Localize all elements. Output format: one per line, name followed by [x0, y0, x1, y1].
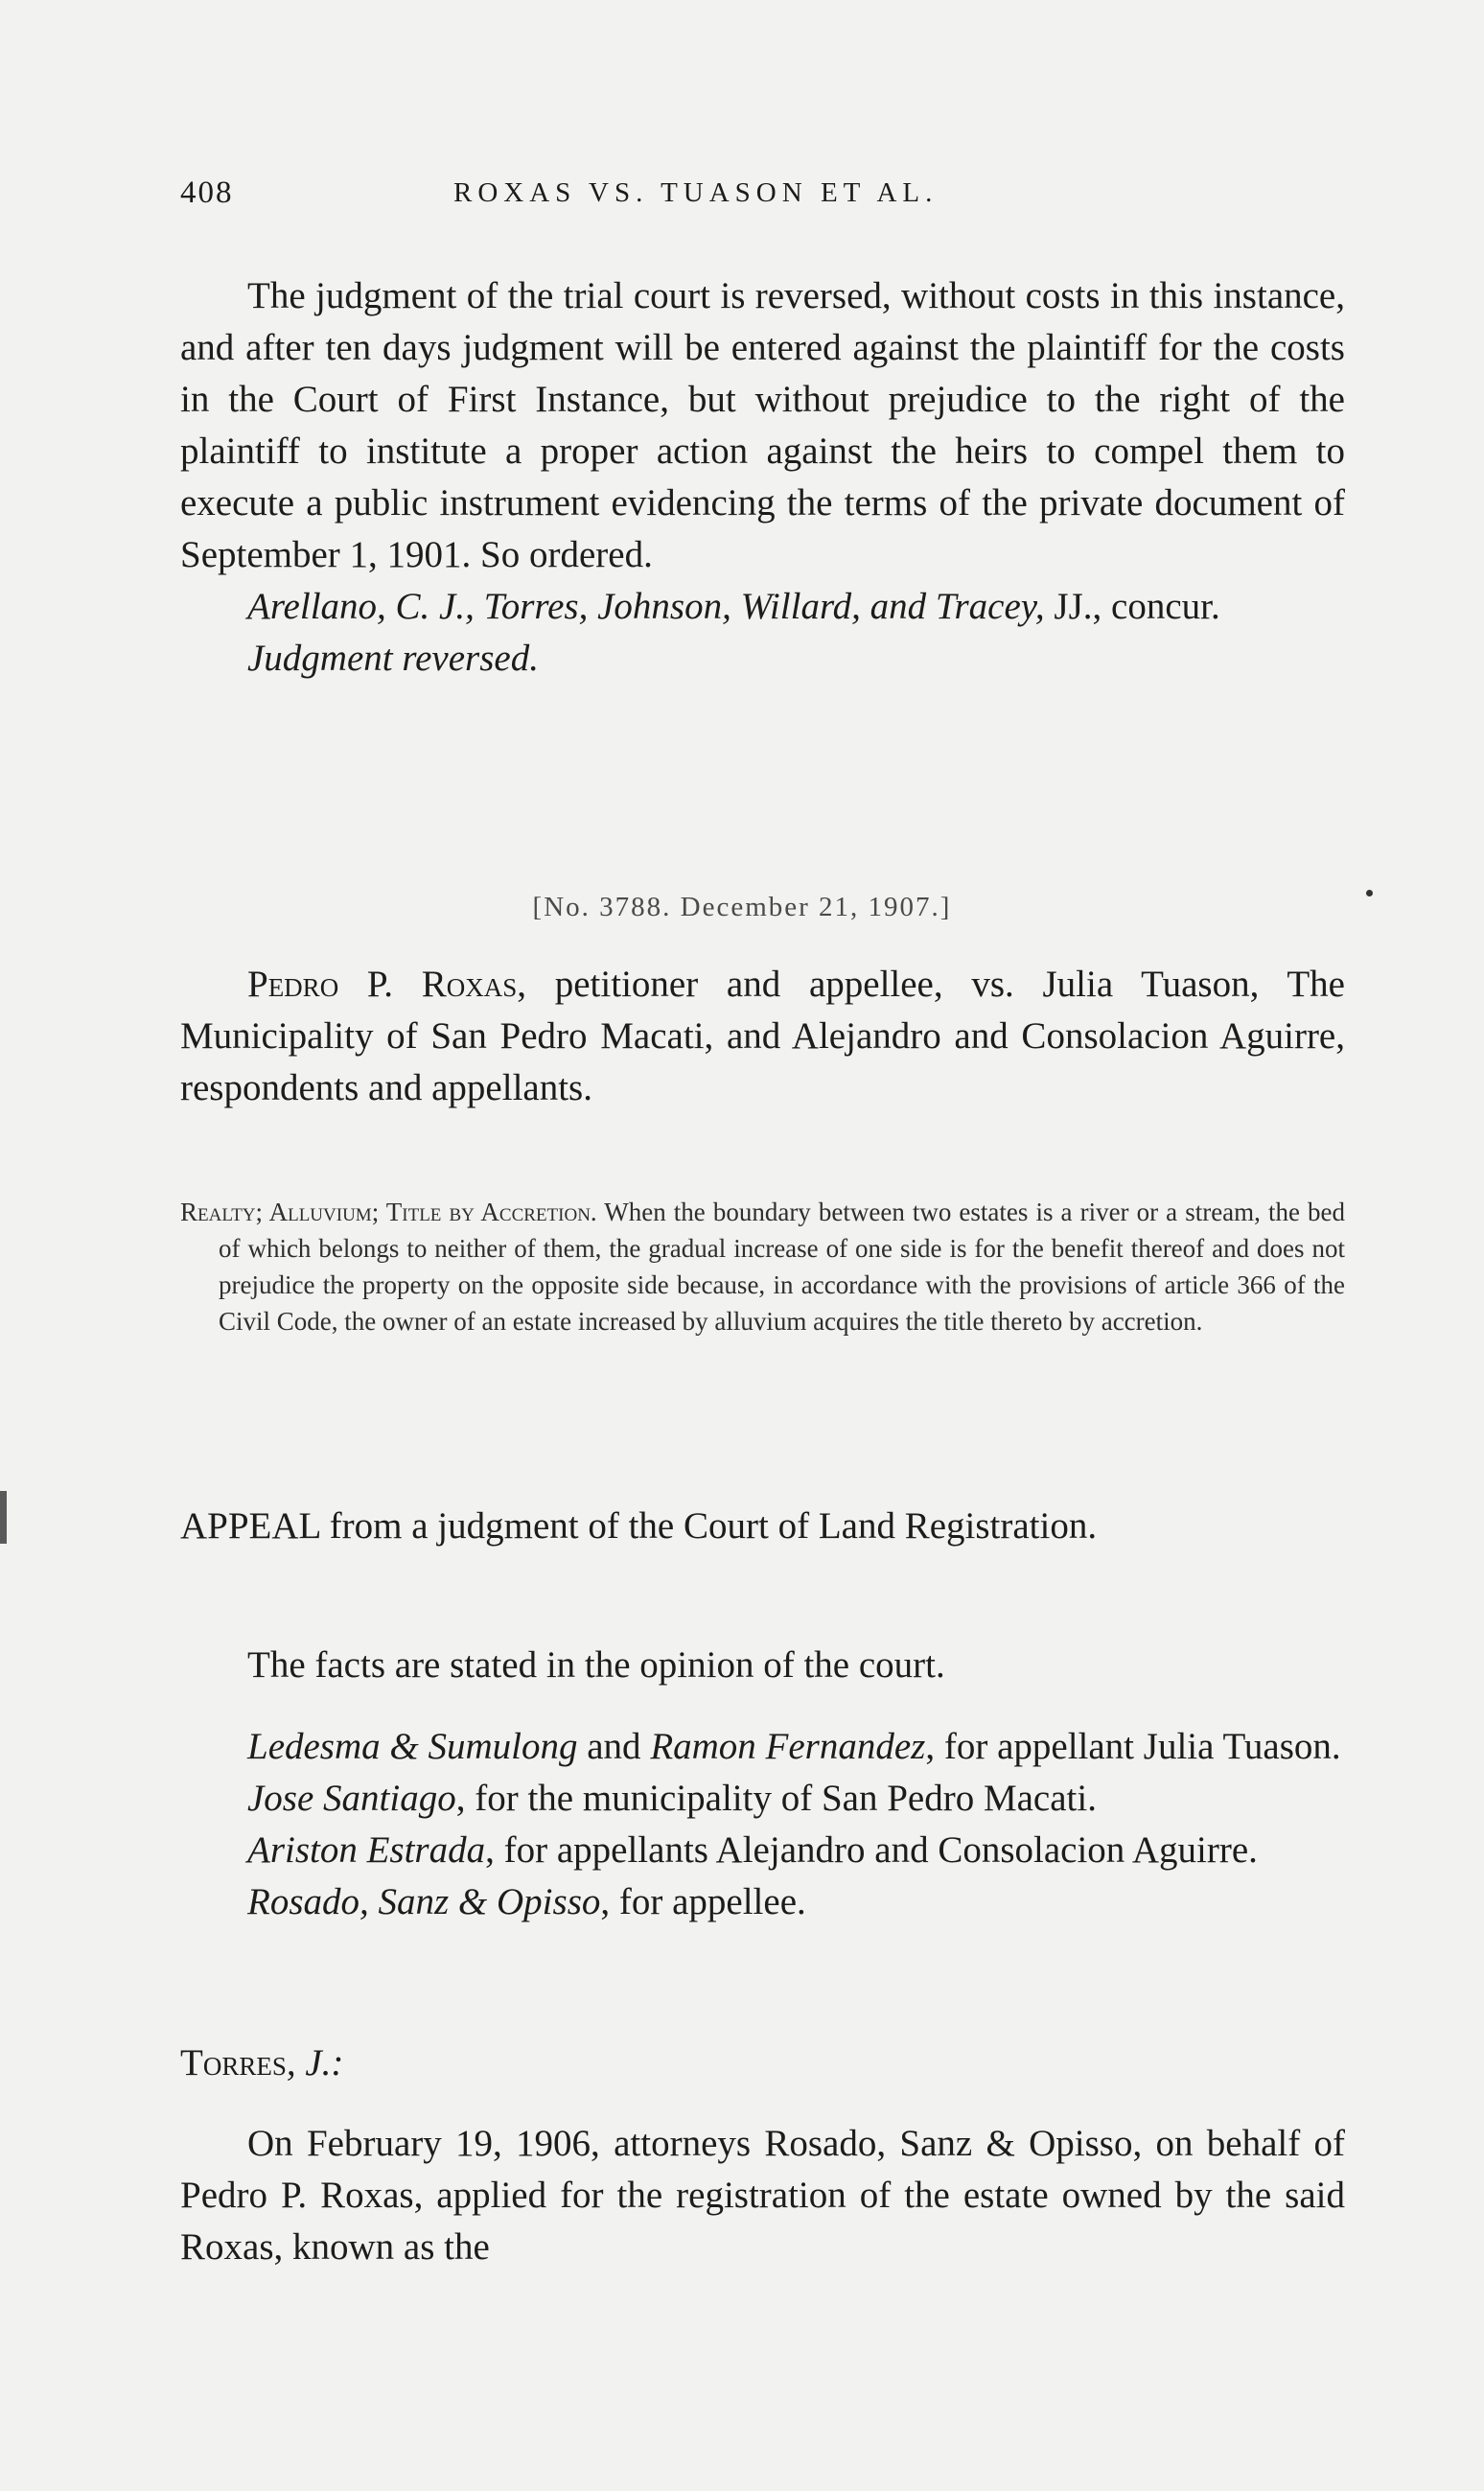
- case-title: [180, 959, 1345, 1114]
- concurring-line: [180, 581, 1345, 633]
- counsel-block: [180, 1721, 1345, 1928]
- syllabus-block: [180, 1194, 1345, 1339]
- counsel-2-names: Jose Santiago: [247, 1778, 456, 1819]
- appeal-lead: APPEAL: [180, 1505, 320, 1547]
- concurring-justices: Arellano, C. J., Torres, Johnson, Willard, and Tracey,: [247, 586, 1045, 627]
- previous-case-conclusion: [180, 270, 1345, 685]
- appeal-text: from a judgment of the Court of Land Registration.: [319, 1505, 1098, 1547]
- facts-block: [180, 1640, 1345, 1691]
- appeal-line: [180, 1501, 1345, 1552]
- page-number: 408: [180, 175, 234, 210]
- counsel-2-role: , for the municipality of San Pedro Macati.: [455, 1778, 1097, 1819]
- counsel-1-role: , for appellant Julia Tuason.: [925, 1726, 1341, 1767]
- counsel-3-names: Ariston Estrada: [247, 1829, 486, 1871]
- counsel-3-role: , for appellants Alejandro and Consolacion Aguirre.: [485, 1829, 1258, 1871]
- docket-line: [No. 3788. December 21, 1907.]: [532, 892, 952, 922]
- counsel-1-names2: Ramon Fernandez: [650, 1726, 926, 1767]
- judgment-paragraph: The judgment of the trial court is reversed, without costs in this instance, and after ten days judgment will be entered against the plaintiff for the costs in the Court of First Instance, but without prejudice to the right of the plaintiff to institute a proper action against the heirs to compel them to execute a public instrument evidencing the terms of the private document of September 1, 1901. So ordered.: [180, 275, 1345, 575]
- syllabus: [180, 1194, 1345, 1339]
- opinion-author: Torres: [180, 2042, 287, 2084]
- opinion-author-line: [180, 2037, 1345, 2089]
- counsel-4-role: , for appellee.: [600, 1881, 806, 1922]
- case-title-text: , petitioner and appellee, vs. Julia Tuason, The Municipality of San Pedro Macati, and Alejandro and Consolacion Aguirre, respondents and appellants.: [180, 964, 1345, 1108]
- disposition: Judgment reversed.: [247, 638, 539, 679]
- counsel-1-names: Ledesma & Sumulong: [247, 1726, 578, 1767]
- edge-mark: [0, 1491, 7, 1544]
- counsel-line-3: [180, 1825, 1345, 1876]
- counsel-line-1: [180, 1721, 1345, 1773]
- counsel-4-names: Rosado, Sanz & Opisso: [247, 1881, 601, 1922]
- counsel-1-connector: and: [577, 1726, 651, 1767]
- page-header: [180, 175, 1345, 223]
- stray-mark: [1366, 890, 1373, 896]
- syllabus-lead: Realty; Alluvium; Title by Accretion.: [180, 1198, 597, 1226]
- opinion-author-suffix: , J.:: [286, 2042, 344, 2084]
- petitioner-name: Pedro P. Roxas: [247, 964, 518, 1005]
- appeal-block: [180, 1501, 1345, 1552]
- facts-statement: The facts are stated in the opinion of the court.: [247, 1644, 945, 1686]
- syllabus-text: When the boundary between two estates is a river or a stream, the bed of which belongs to neither of them, the gradual increase of one side is for the benefit thereof and does not prejudice the property on the opposite side because, in accordance with the provisions of article 366 of the Civil Code, the owner of an estate increased by alluvium acquires the title thereto by accretion.: [219, 1198, 1345, 1336]
- running-head: ROXAS VS. TUASON ET AL.: [453, 177, 939, 208]
- counsel-line-2: [180, 1773, 1345, 1825]
- opinion-block: [180, 2037, 1345, 2273]
- opinion-opening-paragraph: On February 19, 1906, attorneys Rosado, Sanz & Opisso, on behalf of Pedro P. Roxas, applied for the registration of the estate owned by the said Roxas, known as the: [180, 2123, 1345, 2268]
- case-title-block: [180, 959, 1345, 1114]
- concurring-suffix: JJ., concur.: [1054, 586, 1220, 627]
- counsel-line-4: [180, 1876, 1345, 1928]
